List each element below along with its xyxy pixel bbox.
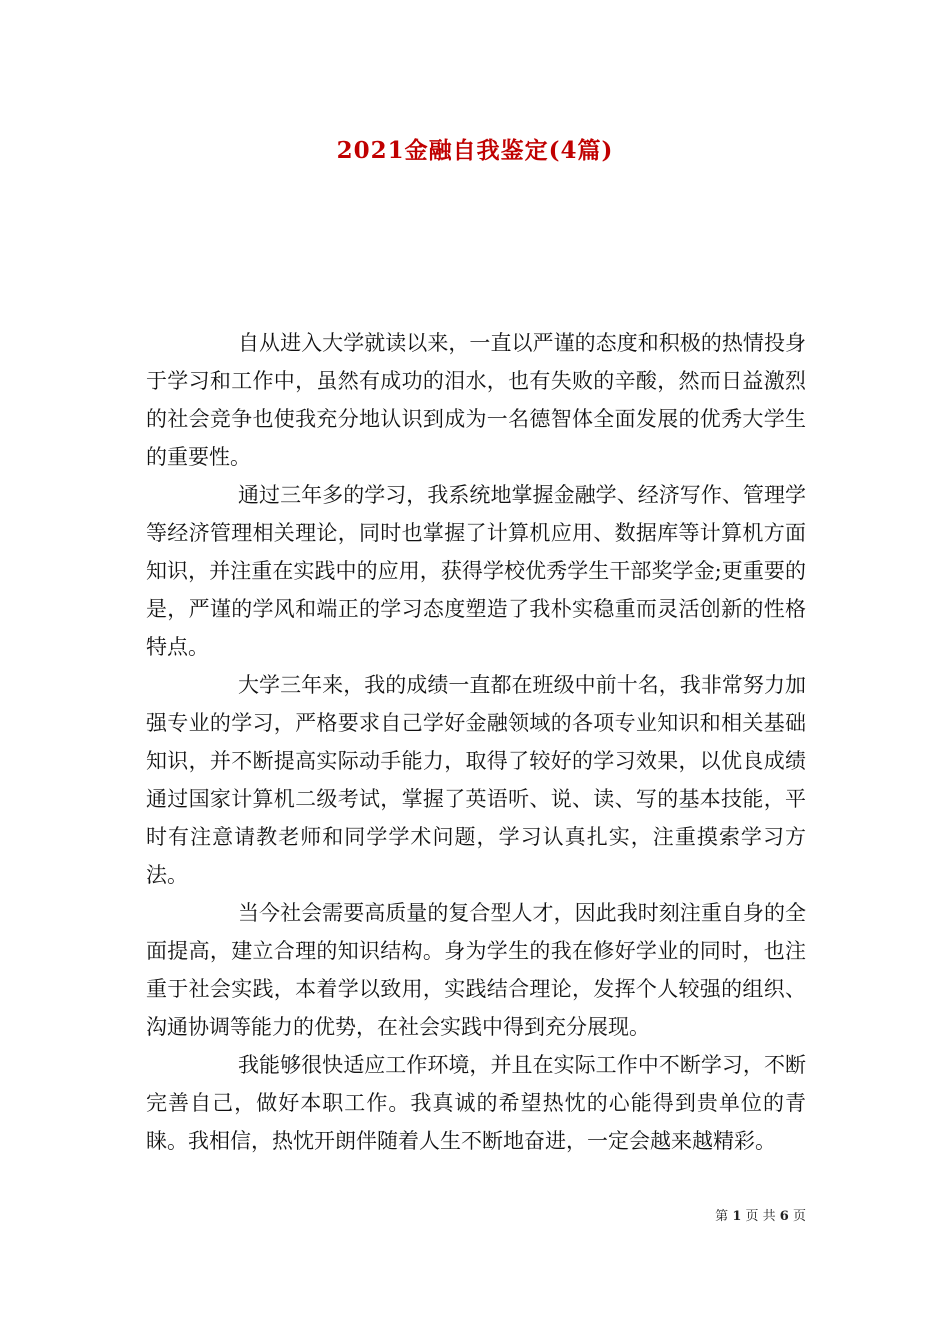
paragraph-2: 通过三年多的学习，我系统地掌握金融学、经济写作、管理学等经济管理相关理论，同时也掌握了计算机应用、数据库等计算机方面知识，并注重在实践中的应用，获得学校优秀学生干部奖学金;更重要的是，严谨的学风和端正的学习态度塑造了我朴实稳重而灵活创新的性格特点。 [146,483,806,659]
footer-suffix: 页 [792,1209,806,1224]
paragraph-5: 我能够很快适应工作环境，并且在实际工作中不断学习，不断完善自己，做好本职工作。我真诚的希望热忱的心能得到贵单位的青睐。我相信，热忱开朗伴随着人生不断地奋进，一定会越来越精彩。 [146,1053,806,1153]
document-body [146,324,806,1160]
page-number-footer [715,1205,806,1224]
footer-prefix: 第 [715,1209,729,1224]
paragraph-1: 自从进入大学就读以来，一直以严谨的态度和积极的热情投身于学习和工作中，虽然有成功的泪水，也有失败的辛酸，然而日益激烈的社会竞争也使我充分地认识到成为一名德智体全面发展的优秀大学生的重要性。 [146,331,806,469]
footer-current-page: 1 [732,1209,742,1224]
footer-total-pages: 6 [779,1209,789,1224]
document-title: 2021金融自我鉴定(4篇) [336,137,614,164]
paragraph-3: 大学三年来，我的成绩一直都在班级中前十名，我非常努力加强专业的学习，严格要求自己学好金融领域的各项专业知识和相关基础知识，并不断提高实际动手能力，取得了较好的学习效果，以优良成绩通过国家计算机二级考试，掌握了英语听、说、读、写的基本技能，平时有注意请教老师和同学学术问题，学习认真扎实，注重摸索学习方法。 [146,673,806,887]
footer-middle: 页 共 [745,1209,776,1224]
paragraph-4: 当今社会需要高质量的复合型人才，因此我时刻注重自身的全面提高，建立合理的知识结构。身为学生的我在修好学业的同时，也注重于社会实践，本着学以致用，实践结合理论，发挥个人较强的组织、沟通协调等能力的优势，在社会实践中得到充分展现。 [146,901,806,1039]
